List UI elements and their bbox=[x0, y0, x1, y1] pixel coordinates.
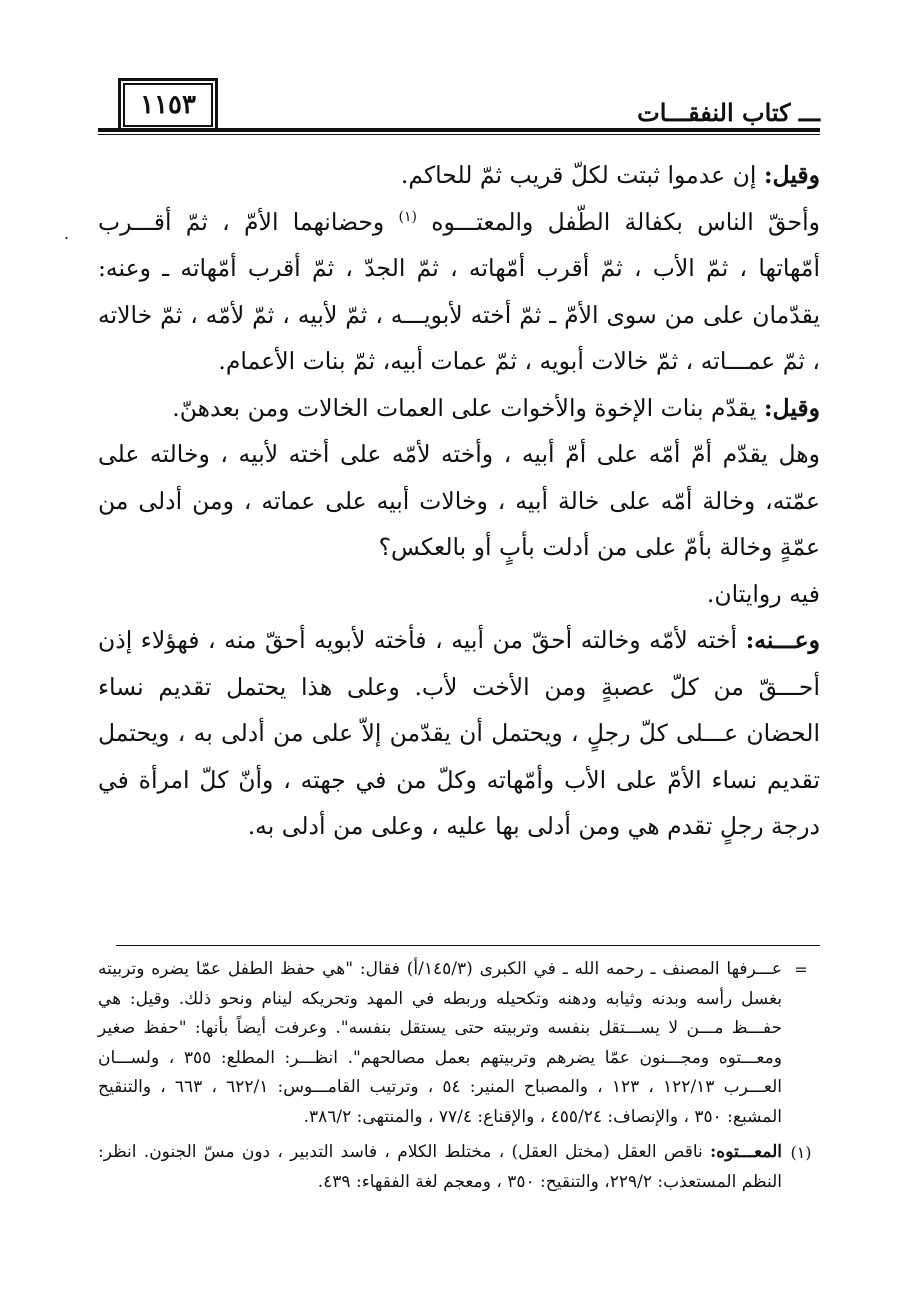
page-number-box bbox=[118, 78, 218, 132]
header-rule bbox=[98, 128, 820, 132]
footnotes bbox=[98, 955, 820, 1197]
margin-dot: . bbox=[64, 224, 70, 243]
footnote-ref[interactable]: (١) bbox=[398, 208, 417, 225]
footnote-marker: (١) bbox=[790, 1143, 812, 1162]
paragraph: فيه روايتان. bbox=[706, 579, 820, 608]
footnote bbox=[98, 1138, 820, 1197]
page-number: ١١٥٣ bbox=[140, 90, 196, 120]
main-text bbox=[98, 152, 820, 850]
paragraph: وقيل: إن عدموا ثبتت لكلّ قريب ثمّ للحاكم. bbox=[400, 161, 820, 189]
paragraph: وأحقّ الناس بكفالة الطّفل والمعتـــوه $^{(١)}$ وحضانهما الأمّ ، ثمّ أقـــرب أمّهاتها ، ثمّ الأب ، ثمّ أقرب أمّهاته ، ثمّ الجدّ ، ثمّ أقرب أمّهاته ـ وعنه: يقدّمان على من سوى الأمّ ـ ثمّ أخته لأبويـــه ، ثمّ لأبيه ، ثمّ لأمّه ، ثمّ خالاته ، ثمّ عمـــاته ، ثمّ خالات أبويه ، ثمّ عمات أبيه، ثمّ بنات الأعمام. bbox=[98, 207, 820, 375]
footnote-text: عـــرفها المصنف ـ رحمه الله ـ في الكبرى (١٤٥/٣/أ) فقال: "هي حفظ الطفل عمّا يضره وتربيته بغسل رأسه وبدنه وثيابه ودهنه وتكحيله وربطه في المهد وتحريكه لينام ونحو ذلك. وقيل: هي حفـــظ مـــن لا يســـتقل بنفسه وتربيته حتى يستقل بنفسه". وعرفت أيضاً بأنها: "حفظ صغير ومعـــتوه ومجـــنون عمّا يضرهم وتربيتهم بعمل مصالحهم". انظـــر: المطلع: ٣٥٥ ، ولســـان العـــرب ١٢٢/١٣ ، ١٢٣ ، والمصباح المنير: ٥٤ ، وترتيب القامـــوس: ٦٢٢/١ ، ٦٦٣ ، والتنقيح المشبع: ٣٥٠ ، والإنصاف: ٤٥٥/٢٤ ، والإقناع: ٧٧/٤ ، والمنتهى: ٣٨٦/٢. bbox=[98, 959, 783, 1127]
footnote-separator bbox=[116, 945, 820, 946]
footnote-text: المعـــتوه: ناقص العقل (مختل العقل) ، مختلط الكلام ، فاسد التدبير ، دون مسّ الجنون. انظر: النظم المستعذب: ٢٢٩/٢، والتنقيح: ٣٥٠ ، ومعجم لغة الفقهاء: ٤٣٩. bbox=[98, 1142, 782, 1192]
paragraph: وعـــنه: أخته لأمّه وخالته أحقّ من أبيه ، فأخته لأبويه أحقّ منه ، فهؤلاء إذن أحـــقّ من كلّ عصبةٍ ومن الأخت لأب. وعلى هذا يحتمل تقديم نساء الحضان عـــلى كلّ رجلٍ ، ويحتمل أن يقدّمن إلاّ على من أدلى به ، ويحتمل تقديم نساء الأمّ على الأب وأمّهاته وكلّ من في جهته ، وأنّ كلّ امرأة في درجة رجلٍ تقدم هي ومن أدلى بها عليه ، وعلى من أدلى به. bbox=[98, 626, 820, 840]
running-title: ـــ كتاب النفقـــات bbox=[637, 98, 820, 127]
paragraph: وهل يقدّم أمّ أمّه على أمّ أبيه ، وأخته لأمّه على أخته لأبيه ، وخالته على عمّته، وخالة أمّه على خالة أبيه ، وخالات أبيه على عماته ، ومن أدلى من عمّةٍ وخالة بأمّ على من أدلت بأبٍ أو بالعكس؟ bbox=[98, 440, 820, 561]
paragraph: وقيل: يقدّم بنات الإخوة والأخوات على العمات الخالات ومن بعدهنّ. bbox=[172, 393, 820, 422]
header-rule-thin bbox=[98, 134, 820, 135]
footnote bbox=[98, 955, 820, 1132]
footnote-marker: = bbox=[794, 960, 808, 979]
